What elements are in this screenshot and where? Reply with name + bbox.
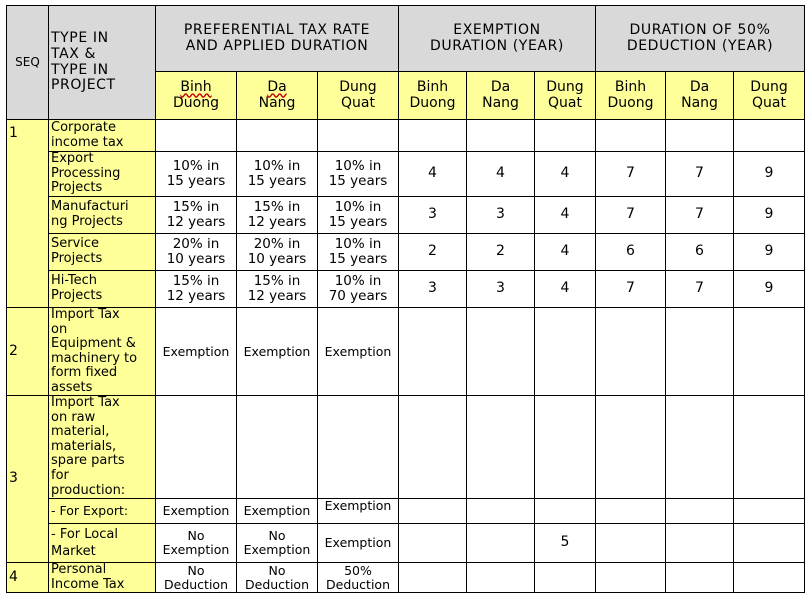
city-header-dung-quat: Dung Quat — [734, 72, 805, 120]
value-cell: No Exemption — [156, 524, 237, 563]
empty-cell — [399, 308, 467, 396]
rate-cell: 10% in 15 years — [318, 152, 399, 197]
empty-cell — [399, 120, 467, 152]
deduction-cell: 7 — [666, 197, 734, 234]
deduction-cell: 7 — [596, 197, 666, 234]
empty-cell — [467, 308, 535, 396]
empty-cell — [535, 563, 596, 593]
table-row — [7, 396, 805, 499]
empty-cell — [666, 120, 734, 152]
exemption-cell: 4 — [535, 152, 596, 197]
seq-header: SEQ — [7, 6, 49, 120]
table-row — [7, 563, 805, 593]
empty-cell — [596, 120, 666, 152]
rate-cell: 20% in 10 years — [156, 234, 237, 271]
empty-cell — [666, 396, 734, 499]
empty-cell — [734, 396, 805, 499]
empty-cell — [467, 524, 535, 563]
empty-cell — [467, 396, 535, 499]
empty-cell — [734, 120, 805, 152]
deduction-cell: 7 — [666, 152, 734, 197]
value-cell: No Deduction — [237, 563, 318, 593]
rate-cell: 15% in 12 years — [237, 197, 318, 234]
value-cell: Exemption — [156, 499, 237, 524]
rate-cell: 10% in 15 years — [318, 197, 399, 234]
value-cell: Exemption — [156, 308, 237, 396]
empty-cell — [237, 396, 318, 499]
city-header-da-nang: Da Nang — [467, 72, 535, 120]
empty-cell — [596, 499, 666, 524]
table-row — [7, 120, 805, 152]
empty-cell — [535, 120, 596, 152]
table-row — [7, 308, 805, 396]
deduction-cell: 6 — [666, 234, 734, 271]
type-cell: Manufacturi ng Projects — [49, 197, 156, 234]
empty-cell — [596, 563, 666, 593]
exemption-cell: 4 — [535, 234, 596, 271]
value-cell: No Deduction — [156, 563, 237, 593]
deduction-cell: 7 — [596, 152, 666, 197]
seq-cell: 2 — [7, 308, 49, 396]
empty-cell — [467, 563, 535, 593]
deduction-cell: 9 — [734, 152, 805, 197]
rate-cell: 10% in 15 years — [318, 234, 399, 271]
exemption-cell: 3 — [399, 197, 467, 234]
table-row — [7, 524, 805, 563]
type-cell: Import Tax on raw material, materials, spare parts for production: — [49, 396, 156, 499]
seq-cell: 4 — [7, 563, 49, 593]
empty-cell — [318, 120, 399, 152]
type-cell: Corporate income tax — [49, 120, 156, 152]
empty-cell — [734, 524, 805, 563]
empty-cell — [666, 524, 734, 563]
city-header-binh-duong: Binh Duong — [156, 72, 237, 120]
city-header-binh-duong: Binh Duong — [399, 72, 467, 120]
empty-cell — [666, 308, 734, 396]
empty-cell — [318, 396, 399, 499]
deduction-duration-header: DURATION OF 50% DEDUCTION (YEAR) — [596, 6, 805, 72]
tax-incentive-table — [6, 5, 805, 593]
rate-cell: 15% in 12 years — [156, 271, 237, 308]
exemption-cell: 4 — [467, 152, 535, 197]
empty-cell — [666, 563, 734, 593]
deduction-cell: 9 — [734, 197, 805, 234]
value-cell: Exemption — [318, 308, 399, 396]
table-row — [7, 271, 805, 308]
exemption-cell: 3 — [399, 271, 467, 308]
empty-cell — [467, 499, 535, 524]
type-cell: Service Projects — [49, 234, 156, 271]
table-row — [7, 152, 805, 197]
type-cell: Personal Income Tax — [49, 563, 156, 593]
value-cell: Exemption — [318, 499, 399, 524]
seq-cell: 3 — [7, 396, 49, 563]
empty-cell — [734, 308, 805, 396]
empty-cell — [596, 308, 666, 396]
table-row — [7, 234, 805, 271]
value-cell: Exemption — [237, 308, 318, 396]
deduction-cell: 7 — [666, 271, 734, 308]
type-cell: - For Local Market — [49, 524, 156, 563]
city-header-da-nang: Da Nang — [666, 72, 734, 120]
empty-cell — [734, 563, 805, 593]
type-header: TYPE IN TAX & TYPE IN PROJECT — [49, 6, 156, 120]
deduction-cell: 6 — [596, 234, 666, 271]
header-row-groups — [7, 6, 805, 72]
exemption-cell: 5 — [535, 524, 596, 563]
empty-cell — [535, 308, 596, 396]
deduction-cell: 9 — [734, 234, 805, 271]
type-cell: Export Processing Projects — [49, 152, 156, 197]
deduction-cell: 7 — [596, 271, 666, 308]
rate-cell: 10% in 70 years — [318, 271, 399, 308]
type-cell: Import Tax on Equipment & machinery to form fixed assets — [49, 308, 156, 396]
empty-cell — [467, 120, 535, 152]
city-header-binh-duong: Binh Duong — [596, 72, 666, 120]
exemption-cell: 3 — [467, 271, 535, 308]
value-cell: Exemption — [237, 499, 318, 524]
table-row — [7, 197, 805, 234]
empty-cell — [666, 499, 734, 524]
value-cell: Exemption — [318, 524, 399, 563]
empty-cell — [399, 524, 467, 563]
value-cell: No Exemption — [237, 524, 318, 563]
city-header-dung-quat: Dung Quat — [318, 72, 399, 120]
exemption-duration-header: EXEMPTION DURATION (YEAR) — [399, 6, 596, 72]
empty-cell — [596, 524, 666, 563]
exemption-cell: 4 — [535, 197, 596, 234]
exemption-cell: 2 — [467, 234, 535, 271]
empty-cell — [734, 499, 805, 524]
rate-cell: 10% in 15 years — [237, 152, 318, 197]
city-header-dung-quat: Dung Quat — [535, 72, 596, 120]
preferential-rate-header: PREFERENTIAL TAX RATE AND APPLIED DURATION — [156, 6, 399, 72]
empty-cell — [156, 120, 237, 152]
type-cell: Hi-Tech Projects — [49, 271, 156, 308]
empty-cell — [237, 120, 318, 152]
empty-cell — [399, 499, 467, 524]
exemption-cell: 3 — [467, 197, 535, 234]
deduction-cell: 9 — [734, 271, 805, 308]
rate-cell: 20% in 10 years — [237, 234, 318, 271]
seq-cell: 1 — [7, 120, 49, 308]
value-cell: 50% Deduction — [318, 563, 399, 593]
empty-cell — [596, 396, 666, 499]
table-row — [7, 499, 805, 524]
empty-cell — [399, 396, 467, 499]
rate-cell: 15% in 12 years — [237, 271, 318, 308]
city-header-da-nang: Da Nang — [237, 72, 318, 120]
empty-cell — [535, 396, 596, 499]
empty-cell — [535, 499, 596, 524]
rate-cell: 15% in 12 years — [156, 197, 237, 234]
empty-cell — [399, 563, 467, 593]
exemption-cell: 4 — [399, 152, 467, 197]
rate-cell: 10% in 15 years — [156, 152, 237, 197]
empty-cell — [156, 396, 237, 499]
exemption-cell: 2 — [399, 234, 467, 271]
type-cell: - For Export: — [49, 499, 156, 524]
exemption-cell: 4 — [535, 271, 596, 308]
